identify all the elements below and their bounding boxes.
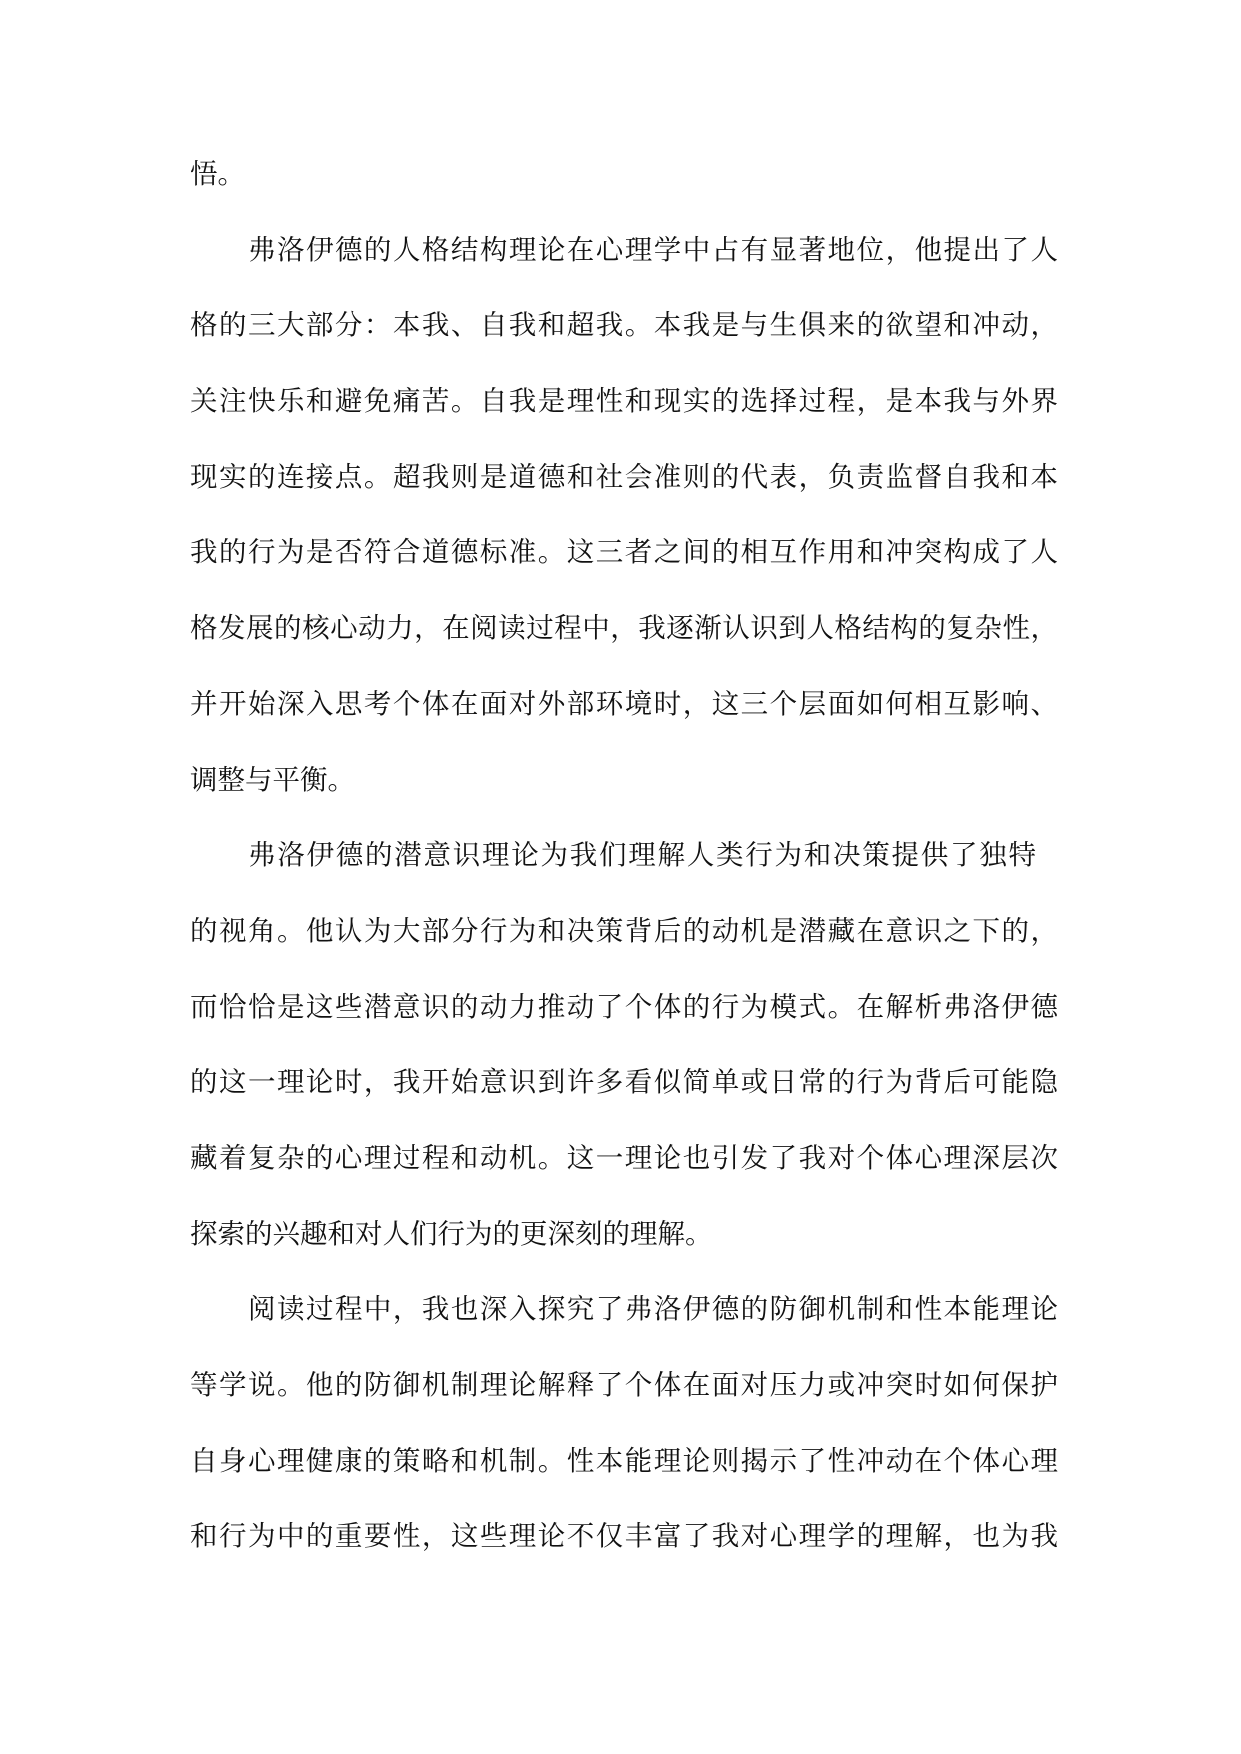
text-line: 悟。 — [190, 158, 245, 190]
paragraph-unconscious-theory — [190, 818, 1058, 1272]
text-line: 格的三大部分：本我、自我和超我。本我是与生俱来的欲望和冲动， — [190, 309, 1058, 342]
text-line: 调整与平衡。 — [190, 763, 355, 796]
text-line: 探索的兴趣和对人们行为的更深刻的理解。 — [190, 1217, 713, 1250]
text-line: 阅读过程中，我也深入探究了弗洛伊德的防御机制和性本能理论 — [248, 1293, 1058, 1326]
text-line: 弗洛伊德的人格结构理论在心理学中占有显著地位，他提出了人 — [248, 233, 1058, 266]
paragraph-defense-mechanisms — [190, 1272, 1058, 1575]
text-line: 藏着复杂的心理过程和动机。这一理论也引发了我对个体心理深层次 — [190, 1141, 1058, 1174]
text-line: 和行为中的重要性，这些理论不仅丰富了我对心理学的理解，也为我 — [190, 1520, 1058, 1553]
text-line: 并开始深入思考个体在面对外部环境时，这三个层面如何相互影响、 — [190, 687, 1058, 720]
text-line: 格发展的核心动力，在阅读过程中，我逐渐认识到人格结构的复杂性， — [190, 612, 1058, 645]
text-line: 弗洛伊德的潜意识理论为我们理解人类行为和决策提供了独特 — [248, 839, 1036, 872]
paragraph-continuation — [190, 137, 1058, 213]
text-line: 而恰恰是这些潜意识的动力推动了个体的行为模式。在解析弗洛伊德 — [190, 990, 1058, 1023]
text-line: 我的行为是否符合道德标准。这三者之间的相互作用和冲突构成了人 — [190, 536, 1058, 569]
paragraph-personality-structure — [190, 213, 1058, 819]
text-line: 现实的连接点。超我则是道德和社会准则的代表，负责监督自我和本 — [190, 460, 1058, 493]
document-body — [190, 137, 1058, 1575]
text-line: 的这一理论时，我开始意识到许多看似简单或日常的行为背后可能隐 — [190, 1066, 1058, 1099]
text-line: 的视角。他认为大部分行为和决策背后的动机是潜藏在意识之下的， — [190, 914, 1058, 947]
text-line: 等学说。他的防御机制理论解释了个体在面对压力或冲突时如何保护 — [190, 1369, 1058, 1401]
text-line: 自身心理健康的策略和机制。性本能理论则揭示了性冲动在个体心理 — [190, 1444, 1058, 1477]
text-line: 关注快乐和避免痛苦。自我是理性和现实的选择过程，是本我与外界 — [190, 385, 1058, 418]
